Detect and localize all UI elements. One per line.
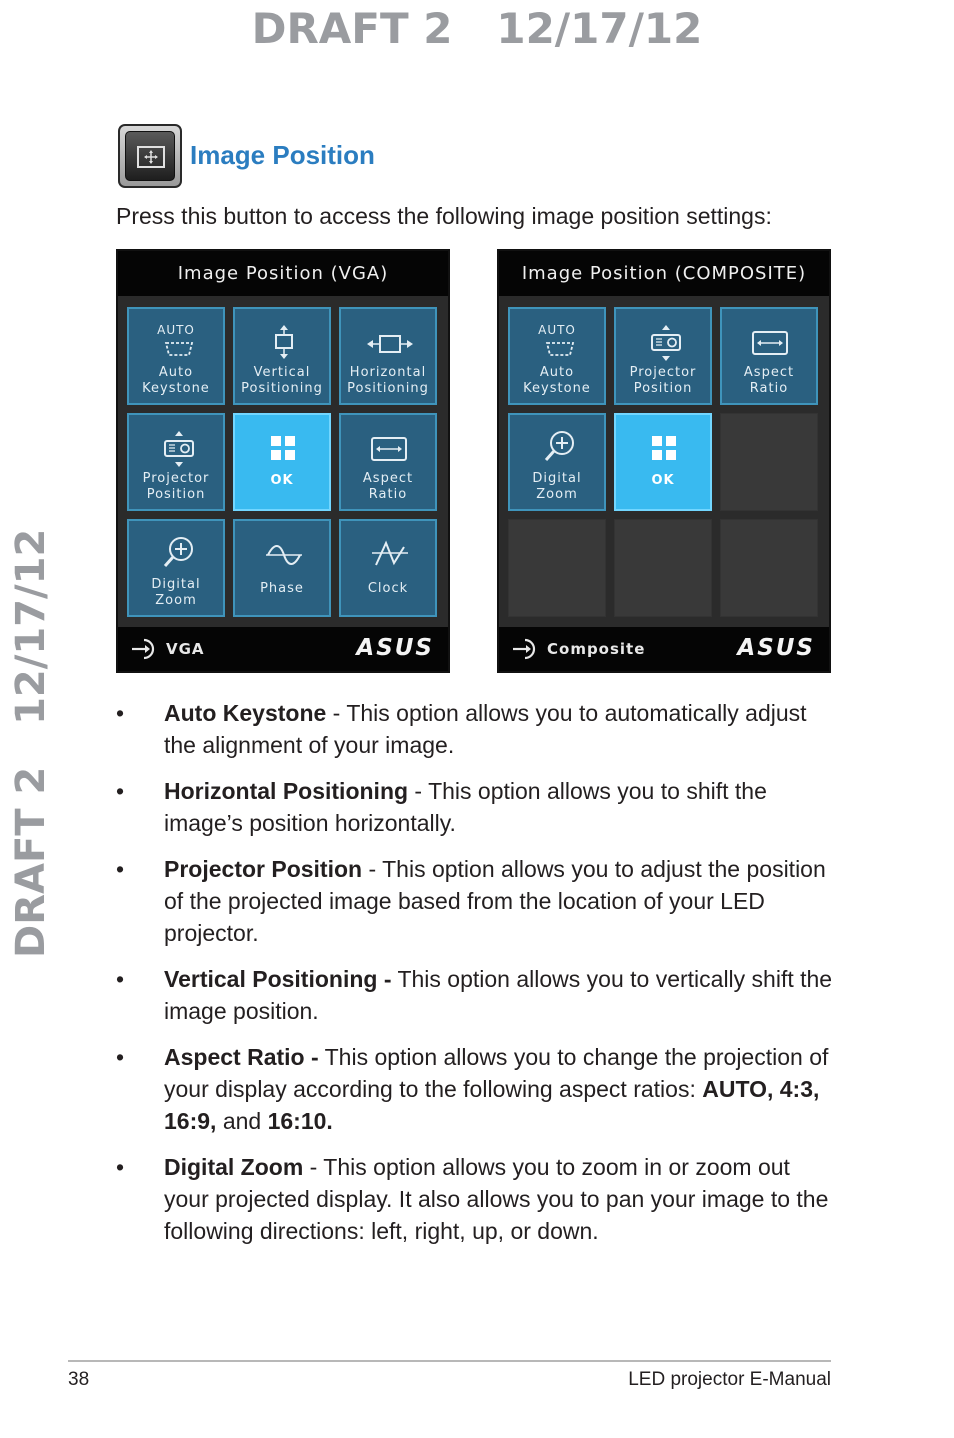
vga-ok-tile[interactable] [233, 413, 331, 511]
vga-aspect-ratio-tile[interactable] [339, 413, 437, 511]
vga-panel-footer [118, 627, 448, 671]
tile-label: Ratio [749, 381, 789, 396]
tile-label: Keystone [523, 381, 591, 396]
option-text: - This option allows you to zoom in or zoom out your projected display. It also allows you to pan your image to the following directions: left, right, up, or down. [164, 1154, 829, 1244]
option-text: - This option allows you to automatically adjust the alignment of your image. [164, 700, 807, 758]
clock-icon [370, 539, 410, 569]
tile-label: Position [633, 381, 693, 396]
ok-label: OK [270, 473, 294, 488]
tile-label: Zoom [155, 593, 197, 608]
digital-zoom-icon [543, 429, 577, 465]
option-term: Aspect Ratio - [164, 1044, 319, 1070]
aspect-ratios-bold: AUTO, 4:3, 16:9, [164, 1076, 820, 1134]
input-source-icon [130, 637, 162, 661]
list-item [116, 853, 836, 949]
auto-keystone-icon [543, 339, 577, 359]
tile-label: Auto [158, 365, 194, 380]
tile-label: Digital [151, 577, 201, 592]
list-item [116, 697, 836, 761]
draft-watermark-top: DRAFT 2 12/17/12 [251, 4, 703, 53]
bullet-marker: • [116, 1044, 125, 1070]
source-label: VGA [166, 640, 205, 658]
image-position-icon [118, 124, 182, 188]
tile-label: Aspect [362, 471, 414, 486]
option-term: Projector Position [164, 856, 363, 882]
aspect-ratio-icon [370, 435, 408, 463]
composite-auto-keystone-tile[interactable] [508, 307, 606, 405]
footer-divider [68, 1360, 831, 1362]
bullet-marker: • [116, 778, 125, 804]
bullet-marker: • [116, 856, 125, 882]
composite-aspect-ratio-tile[interactable] [720, 307, 818, 405]
option-text: and [216, 1108, 268, 1134]
composite-panel-title: Image Position (COMPOSITE) [499, 251, 829, 296]
tile-label: Clock [367, 581, 409, 596]
option-term: Auto Keystone [164, 700, 327, 726]
page-number: 38 [68, 1369, 90, 1390]
input-source-icon [511, 637, 543, 661]
asus-logo: ASUS [737, 635, 815, 661]
list-item [116, 1041, 836, 1137]
tile-label: Phase [260, 581, 304, 596]
vga-digital-zoom-tile[interactable] [127, 519, 225, 617]
option-term: Digital Zoom [164, 1154, 304, 1180]
asus-logo: ASUS [356, 635, 434, 661]
intro-text: Press this button to access the following image position settings: [116, 203, 772, 229]
composite-projector-position-tile[interactable] [614, 307, 712, 405]
vga-auto-keystone-tile[interactable] [127, 307, 225, 405]
aspect-ratio-icon [751, 329, 789, 357]
tile-label: Auto [539, 365, 575, 380]
vga-panel-title: Image Position (VGA) [118, 251, 448, 296]
manual-title: LED projector E-Manual [628, 1369, 831, 1390]
empty-tile [720, 413, 818, 511]
composite-ok-tile[interactable] [614, 413, 712, 511]
ok-icon [651, 435, 677, 461]
vga-phase-tile[interactable] [233, 519, 331, 617]
aspect-ratios-bold: 16:10. [267, 1108, 333, 1134]
bullet-marker: • [116, 700, 125, 726]
vga-vertical-positioning-tile[interactable] [233, 307, 331, 405]
tile-label: Projector [629, 365, 697, 380]
empty-tile [720, 519, 818, 617]
bullet-marker: • [116, 1154, 125, 1180]
auto-badge: AUTO [538, 323, 576, 337]
digital-zoom-icon [162, 535, 196, 571]
list-item [116, 1151, 836, 1247]
tile-label: Zoom [536, 487, 578, 502]
composite-osd-panel [497, 249, 831, 673]
vga-clock-tile[interactable] [339, 519, 437, 617]
tile-label: Ratio [368, 487, 408, 502]
empty-tile [614, 519, 712, 617]
draft-watermark-side: DRAFT 2 12/17/12 [8, 528, 54, 958]
section-title: Image Position [190, 140, 375, 170]
tile-label: Keystone [142, 381, 210, 396]
option-term: Vertical Positioning - [164, 966, 392, 992]
tile-label: Positioning [241, 381, 323, 396]
tile-label: Vertical [253, 365, 311, 380]
bullet-marker: • [116, 966, 125, 992]
tile-label: Aspect [743, 365, 795, 380]
auto-badge: AUTO [157, 323, 195, 337]
ok-label: OK [651, 473, 675, 488]
auto-keystone-icon [162, 339, 196, 359]
option-description-list [116, 697, 836, 1261]
tile-label: Digital [532, 471, 582, 486]
tile-label: Position [146, 487, 206, 502]
composite-panel-footer [499, 627, 829, 671]
ok-icon [270, 435, 296, 461]
option-term: Horizontal Positioning [164, 778, 409, 804]
option-text: - This option allows you to shift the image’s position horizontally. [164, 778, 767, 836]
vga-projector-position-tile[interactable] [127, 413, 225, 511]
option-text: This option allows you to vertically shift the image position. [164, 966, 833, 1024]
tile-label: Horizontal [349, 365, 427, 380]
vertical-positioning-icon [268, 323, 300, 361]
phase-icon [264, 543, 304, 567]
tile-label: Projector [142, 471, 210, 486]
list-item [116, 775, 836, 839]
option-text: This option allows you to change the projection of your display according to the following aspect ratios: [164, 1044, 829, 1102]
source-label: Composite [547, 640, 646, 658]
projector-position-icon [649, 323, 683, 363]
tile-label: Positioning [347, 381, 429, 396]
projector-position-icon [162, 429, 196, 469]
horizontal-positioning-icon [365, 329, 415, 359]
empty-tile [508, 519, 606, 617]
option-text: - This option allows you to adjust the position of the projected image based from the location of your LED projector. [164, 856, 826, 946]
list-item [116, 963, 836, 1027]
vga-osd-panel [116, 249, 450, 673]
composite-digital-zoom-tile[interactable] [508, 413, 606, 511]
vga-horizontal-positioning-tile[interactable] [339, 307, 437, 405]
